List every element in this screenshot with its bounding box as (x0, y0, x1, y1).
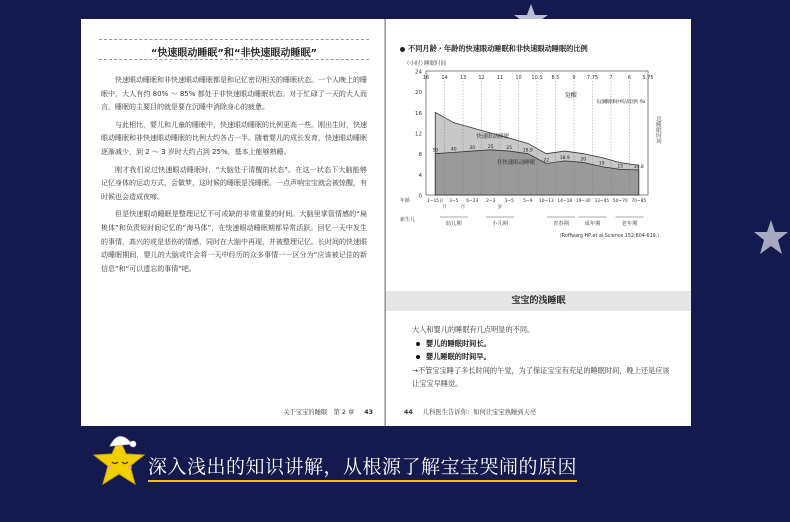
promo-banner (148, 452, 577, 479)
y-tick-label: 0 (418, 193, 422, 200)
heading-rule-bottom (99, 59, 369, 60)
x-tick-unit: 月 (442, 205, 447, 210)
paragraph: 刚才我们说过快速眼动睡眠时，“大脑处于清醒的状态”。在这一状态下大脑能够记忆身体的运动方式，会做梦，这时候的睡眠是浅睡眠。一点声响宝宝就会被惊醒，有时候也会造成夜啼。 (101, 165, 367, 201)
x-tick-unit: 岁 (497, 205, 503, 210)
percent-label: 18.9 (522, 148, 533, 154)
banner-text: 深入浅出的知识讲解，从根源了解宝宝哭闹的原因 (148, 456, 578, 478)
left-book-page (81, 19, 386, 426)
y-axis-label-2: 睡眠时间 (424, 61, 447, 67)
y-tick-label: 20 (415, 90, 422, 97)
percent-label: 30 (469, 146, 476, 152)
x-axis-label: 年龄 (400, 198, 411, 204)
total-hours-label: 13 (459, 75, 467, 81)
x-tick-label: 33~45 (594, 199, 610, 204)
percent-label: 25 (506, 146, 513, 152)
total-sleep-label: 总睡眠时间 (655, 116, 661, 144)
paragraph: 但是快速眼动睡眠是整理记忆不可或缺的非常重要的时间。大脑里掌管情感的“扁桃体”和负责短时间记忆的“海马体”，在快速眼动睡眠期都异常活跃。回忆一天中发生的事情、高兴的或是悲伤的情感，同时在大脑中再现，并被整理记忆。长时间的快速眼动睡眠期间，婴儿的大脑或许会将一天中经历的众多事情一一区分为“应该被记住的新信息”和“可以遗忘的事情”吧。 (101, 210, 367, 273)
key-point: 婴儿的睡眠时间长。 (412, 337, 672, 351)
key-point: 婴儿睡眠的时间早。 (412, 350, 672, 364)
y-tick-label: 16 (415, 110, 422, 117)
footer-chapter-title: 关于宝宝的睡眠 第 2 章 (283, 409, 355, 416)
total-hours-label: 14 (441, 75, 448, 81)
y-tick-label: 24 (415, 69, 422, 76)
awake-area-label: 觉醒 (564, 92, 577, 99)
paragraph: 与此相比，婴儿和儿童的睡眠中，快速眼动睡眠的比例更高一些。刚出生时，快速眼动睡眠和非快速眼动睡眠的比例大约各占一半。随着婴儿的成长发育，快速眼动睡眠逐渐减少，到 2 ～ 3 岁时大约占到 25%，基本上能够熟睡。 (101, 120, 367, 156)
total-hours-label: 10.5 (531, 75, 543, 81)
total-hours-label: 9 (572, 75, 576, 81)
percent-label: 20 (580, 157, 587, 163)
chart-source: （Roffwarg HP,et al:Science.152:604-619.） (557, 234, 662, 239)
right-body-text (412, 323, 672, 391)
page-number: 44 (404, 409, 413, 416)
heading-rule-top (99, 39, 369, 40)
newborn-label: 新生儿 (400, 217, 416, 223)
total-hours-label: 6 (627, 75, 632, 81)
x-tick-label: 5~9 (523, 199, 533, 204)
x-tick-label: 50~70 (612, 199, 628, 204)
section-title: 宝宝的浅睡眠 (386, 291, 691, 311)
y-tick-label: 8 (418, 152, 422, 159)
total-hours-label: 8.5 (551, 75, 560, 81)
x-tick-label: 1~15日 (427, 199, 444, 204)
right-book-page (386, 19, 691, 426)
bullet-icon (400, 47, 405, 52)
banner-underline (148, 480, 577, 482)
percent-label: 50 (432, 148, 439, 154)
ratio-annotation: 在总睡眠时间中所占的比例（%） (596, 100, 648, 105)
sleep-chart (386, 53, 691, 253)
stage-label: 青春期 (553, 221, 570, 227)
decorative-star-icon (752, 218, 790, 258)
total-hours-label: 10 (515, 75, 522, 81)
total-hours-label: 7.75 (586, 75, 599, 81)
total-hours-label: 7 (609, 75, 613, 81)
percent-label: 15 (617, 164, 624, 170)
y-axis-label: （小时） (404, 61, 427, 67)
section-heading: “快速眼动睡眠”和“非快速眼动睡眠” (150, 48, 318, 59)
total-hours-label: 16 (422, 75, 430, 81)
x-tick-label: 3~5 (449, 199, 459, 204)
y-tick-label: 12 (415, 131, 422, 138)
x-tick-label: 10~13 (538, 199, 554, 204)
stage-label: 老年期 (621, 221, 638, 227)
percent-label: 13.8 (633, 164, 644, 170)
intro-text: 大人和婴儿的睡眠有几点明显的不同。 (412, 325, 535, 334)
percent-label: 25 (487, 144, 494, 150)
rem-area-label: 快速眼动睡眠 (476, 133, 510, 140)
total-hours-label: 11 (496, 75, 504, 81)
footer-book-title: 儿科医生告诉你：如何让宝宝熟睡到天亮 (422, 409, 537, 416)
total-hours-label: 5.75 (642, 75, 654, 81)
body-text (101, 74, 367, 280)
paragraph: 快速眼动睡眠和非快速眼动睡眠都是和记忆密切相关的睡眠状态。一个人晚上的睡眠中，大人有约 80% ～ 85% 都处于非快速眼动睡眠状态。对于忙碌了一天的大人而言，睡眠的主要目的就是要在沉睡中消除身心的疲惫。 (101, 76, 367, 112)
stage-label: 幼儿期 (445, 221, 462, 227)
percent-label: 22 (543, 158, 550, 164)
y-tick-label: 4 (418, 172, 422, 179)
x-tick-label: 2~3 (486, 199, 496, 204)
sleepy-star-mascot-icon (88, 430, 150, 490)
page-footer (404, 407, 624, 416)
chart-title-text: 不同月龄・年龄的快速眼动睡眠和非快速眼动睡眠的比例 (408, 44, 588, 53)
x-tick-label: 6~23 (466, 199, 479, 204)
page-footer (213, 407, 373, 416)
x-tick-label: 3~5 (504, 199, 514, 204)
stage-label: 小儿期 (492, 221, 508, 227)
x-tick-label: 19~30 (575, 199, 591, 204)
page-number: 43 (364, 409, 373, 416)
x-tick-label: 70~85 (631, 199, 647, 204)
percent-label: 19 (598, 161, 605, 167)
stage-label: 成年期 (584, 221, 601, 227)
conclusion-text: →不管宝宝睡了多长时间的午觉，为了保证宝宝有充足的睡眠时间，晚上还是应该让宝宝早睡觉。 (412, 365, 670, 389)
x-tick-unit: 月 (460, 205, 466, 210)
total-hours-label: 12 (478, 75, 485, 81)
percent-label: 40 (450, 147, 457, 153)
x-tick-label: 14~18 (557, 199, 573, 204)
percent-label: 18.9 (559, 155, 570, 161)
nrem-area-label: 非快速眼动睡眠 (496, 159, 536, 166)
